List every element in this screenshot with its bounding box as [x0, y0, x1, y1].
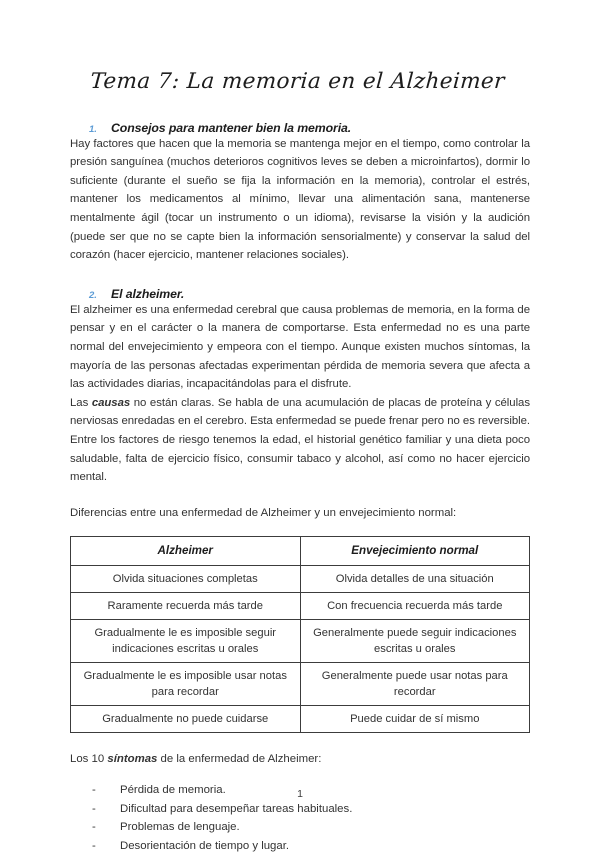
table-row — [71, 663, 530, 706]
causes-lead: Las — [70, 396, 92, 409]
section-paragraph-2: El alzheimer es una enfermedad cerebral que causa problemas de memoria, en la forma de pensar y en el carácter o la manera de comportarse. Esta enfermedad no es una parte normal del envejecimiento y empeora con el tiempo. Aunque existen muchos síntomas, la mayoría de las personas afectadas experimentan pérdida de memoria severa que afecta a las actividades diarias, incapacitándolas para el disfrute. — [70, 303, 530, 391]
section-marker-1: 1. — [89, 123, 97, 135]
causes-emphasis: causas — [91, 396, 131, 409]
dash-bullet-icon: - — [92, 783, 96, 796]
section-marker-2: 2. — [89, 289, 97, 301]
causes-paragraph — [70, 394, 530, 487]
symptoms-lead: Los 10 — [70, 753, 108, 766]
section-title-1: Consejos para mantener bien la memoria. — [111, 120, 352, 135]
symptoms-intro — [70, 750, 530, 769]
list-item-label: Dificultad para desempeñar tareas habituales. — [120, 802, 353, 815]
dash-bullet-icon: - — [92, 821, 96, 834]
table-row — [71, 566, 530, 593]
table-cell: Raramente recuerda más tarde — [71, 593, 301, 620]
list-item-label: Desorientación de tiempo y lugar. — [120, 839, 290, 852]
page-number: 1 — [297, 788, 303, 800]
table-cell: Puede cuidar de sí mismo — [300, 706, 530, 733]
dash-bullet-icon: - — [92, 839, 96, 852]
dash-bullet-icon: - — [92, 802, 96, 815]
symptoms-emphasis: síntomas — [107, 753, 158, 766]
section-title-2: El alzheimer. — [111, 286, 185, 301]
section-paragraph-1: Hay factores que hacen que la memoria se mantenga mejor en el tiempo, como controlar la presión sanguínea (muchos deterioros cognitivos leves se deben a microinfartos), dormir lo suficiente (durante el sueño se fija la información en la memoria), controlar el estrés, mantener los medicamentos al mínimo, llevar una alimentación sana, mantenerse mentalmente ágil (tocar un instrumento o un idioma), revisarse la visión y la audición (puede ser que no se capte bien la información sensorialmente) y conservar la salud del corazón (hacer ejercicio, mantener relaciones sociales). — [70, 137, 530, 262]
table-header-cell-alzheimer: Alzheimer — [71, 537, 301, 566]
document-content — [70, 0, 530, 855]
symptoms-rest: de la enfermedad de Alzheimer: — [157, 753, 322, 766]
table-cell: Con frecuencia recuerda más tarde — [300, 593, 530, 620]
table-cell: Generalmente puede seguir indicaciones escritas u orales — [300, 620, 530, 663]
page-title: Tema 7: La memoria en el Alzheimer — [89, 69, 506, 94]
table-cell: Gradualmente no puede cuidarse — [71, 706, 301, 733]
table-header-row — [71, 537, 530, 566]
list-item — [70, 800, 530, 819]
list-item — [70, 818, 530, 837]
table-cell: Gradualmente le es imposible usar notas para recordar — [71, 663, 301, 706]
list-item — [70, 837, 530, 855]
table-cell: Olvida situaciones completas — [71, 566, 301, 593]
section-heading-2 — [70, 287, 530, 301]
list-item-label: Problemas de lenguaje. — [120, 821, 240, 834]
table-header-cell-envejecimiento: Envejecimiento normal — [300, 537, 530, 566]
table-intro: Diferencias entre una enfermedad de Alzheimer y un envejecimiento normal: — [70, 506, 457, 519]
table-cell: Generalmente puede usar notas para recordar — [300, 663, 530, 706]
table-cell: Olvida detalles de una situación — [300, 566, 530, 593]
comparison-table — [70, 536, 530, 733]
causes-rest: no están claras. Se habla de una acumulación de placas de proteína y células nerviosas enredadas en el cerebro. Esta enfermedad se puede frenar pero no es reversible. Entre los factores de riesgo tenemos la edad, el historial genético familiar y una dieta poco saludable, falta de ejercicio físico, consumir tabaco y alcohol, así como no hacer ejercicio mental. — [70, 396, 530, 484]
table-cell: Gradualmente le es imposible seguir indicaciones escritas u orales — [71, 620, 301, 663]
table-row — [71, 620, 530, 663]
section-heading-1 — [70, 121, 530, 135]
list-item-label: Pérdida de memoria. — [120, 783, 226, 796]
table-row — [71, 706, 530, 733]
table-row — [71, 593, 530, 620]
